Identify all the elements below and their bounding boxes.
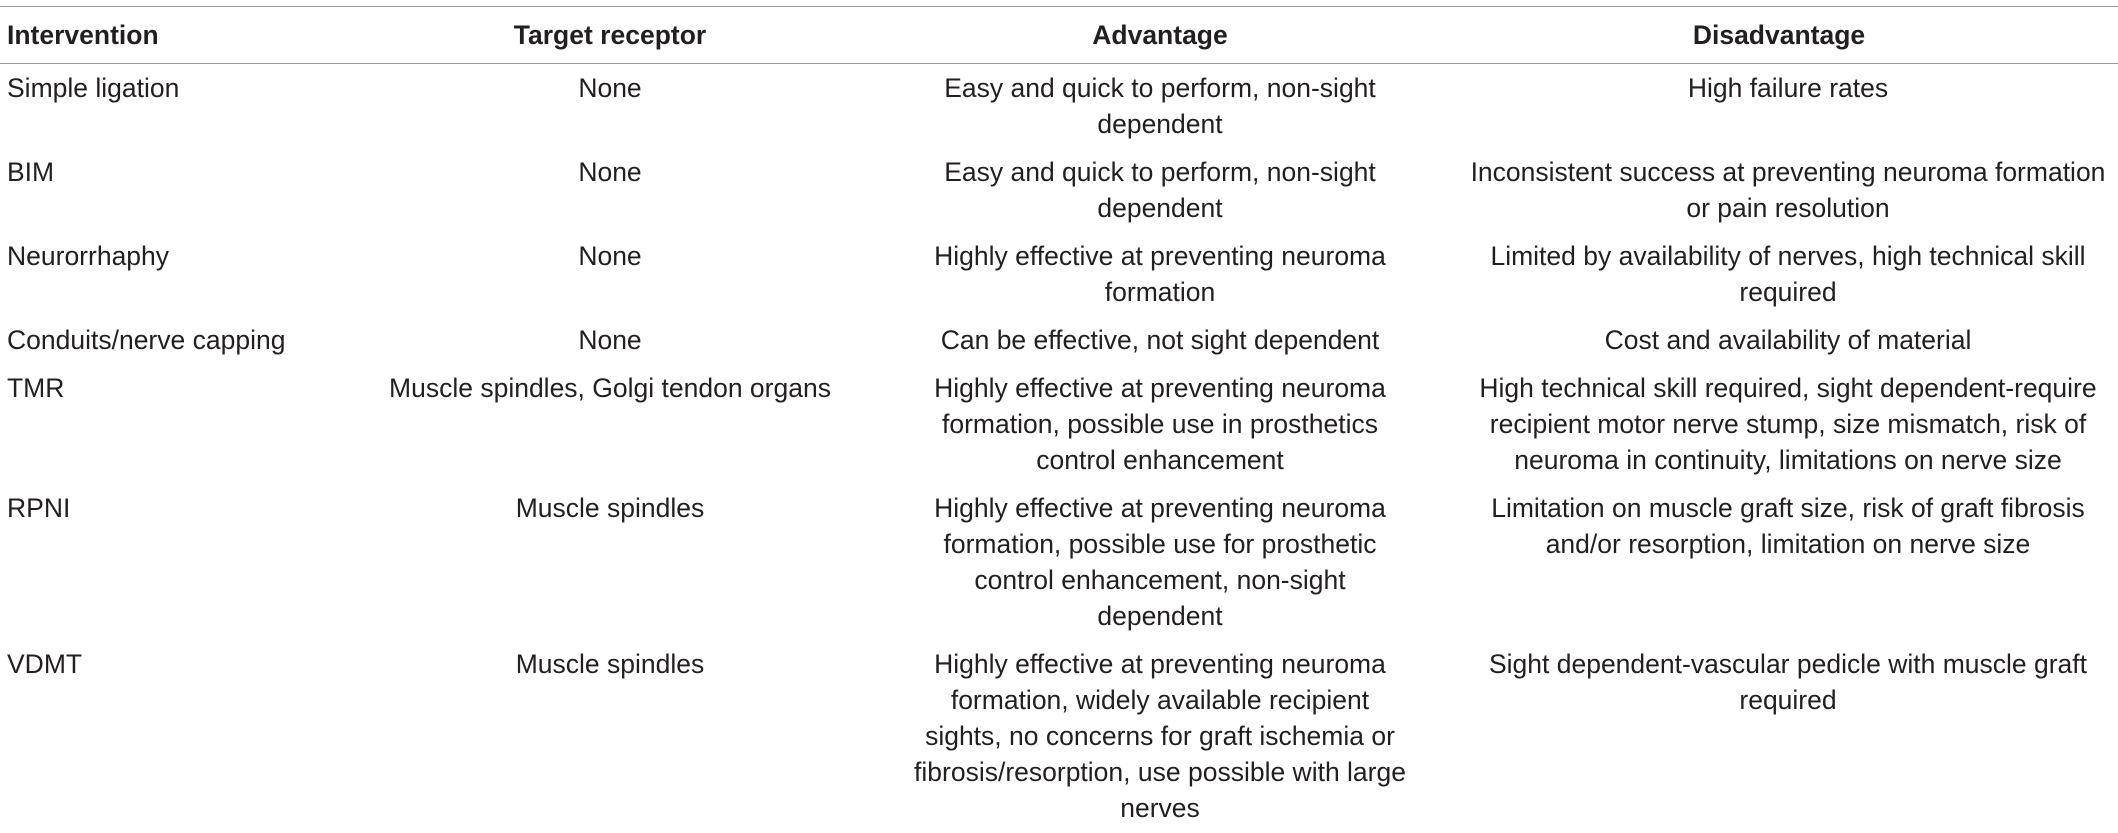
advantage-cell: Can be effective, not sight dependent bbox=[880, 317, 1440, 365]
disadvantage-cell: Limitation on muscle graft size, risk of graft fibrosis and/or resorption, limitation on nerve size bbox=[1440, 485, 2118, 641]
intervention-cell: VDMT bbox=[0, 641, 340, 833]
advantage-cell: Highly effective at preventing neuroma formation, possible use for prosthetic control enhancement, non-sight dependent bbox=[880, 485, 1440, 641]
table-row bbox=[0, 485, 2118, 641]
target-receptor-cell: Muscle spindles bbox=[340, 485, 880, 641]
table-row bbox=[0, 149, 2118, 233]
disadvantage-cell: High technical skill required, sight dependent-require recipient motor nerve stump, size mismatch, risk of neuroma in continuity, limitations on nerve size bbox=[1440, 365, 2118, 485]
disadvantage-cell: Cost and availability of material bbox=[1440, 317, 2118, 365]
header-intervention: Intervention bbox=[0, 7, 340, 64]
table-body bbox=[0, 64, 2118, 833]
table-header bbox=[0, 7, 2118, 64]
disadvantage-cell: Limited by availability of nerves, high technical skill required bbox=[1440, 233, 2118, 317]
advantage-cell: Highly effective at preventing neuroma formation, possible use in prosthetics control enhancement bbox=[880, 365, 1440, 485]
target-receptor-cell: None bbox=[340, 233, 880, 317]
table-row bbox=[0, 233, 2118, 317]
header-target-receptor: Target receptor bbox=[340, 7, 880, 64]
comparison-table bbox=[0, 6, 2118, 833]
intervention-cell: Conduits/nerve capping bbox=[0, 317, 340, 365]
intervention-cell: BIM bbox=[0, 149, 340, 233]
target-receptor-cell: Muscle spindles, Golgi tendon organs bbox=[340, 365, 880, 485]
intervention-cell: RPNI bbox=[0, 485, 340, 641]
intervention-cell: Neurorrhaphy bbox=[0, 233, 340, 317]
target-receptor-cell: None bbox=[340, 64, 880, 150]
advantage-cell: Highly effective at preventing neuroma formation bbox=[880, 233, 1440, 317]
table-row bbox=[0, 365, 2118, 485]
advantage-cell: Easy and quick to perform, non-sight dependent bbox=[880, 64, 1440, 150]
table-row bbox=[0, 64, 2118, 150]
table-row bbox=[0, 641, 2118, 833]
disadvantage-cell: High failure rates bbox=[1440, 64, 2118, 150]
header-advantage: Advantage bbox=[880, 7, 1440, 64]
target-receptor-cell: Muscle spindles bbox=[340, 641, 880, 833]
advantage-cell: Highly effective at preventing neuroma formation, widely available recipient sights, no concerns for graft ischemia or fibrosis/resorption, use possible with large nerves bbox=[880, 641, 1440, 833]
disadvantage-cell: Inconsistent success at preventing neuroma formation or pain resolution bbox=[1440, 149, 2118, 233]
disadvantage-cell: Sight dependent-vascular pedicle with muscle graft required bbox=[1440, 641, 2118, 833]
table-row bbox=[0, 317, 2118, 365]
header-row bbox=[0, 7, 2118, 64]
intervention-cell: TMR bbox=[0, 365, 340, 485]
target-receptor-cell: None bbox=[340, 149, 880, 233]
advantage-cell: Easy and quick to perform, non-sight dependent bbox=[880, 149, 1440, 233]
target-receptor-cell: None bbox=[340, 317, 880, 365]
header-disadvantage: Disadvantage bbox=[1440, 7, 2118, 64]
intervention-cell: Simple ligation bbox=[0, 64, 340, 150]
